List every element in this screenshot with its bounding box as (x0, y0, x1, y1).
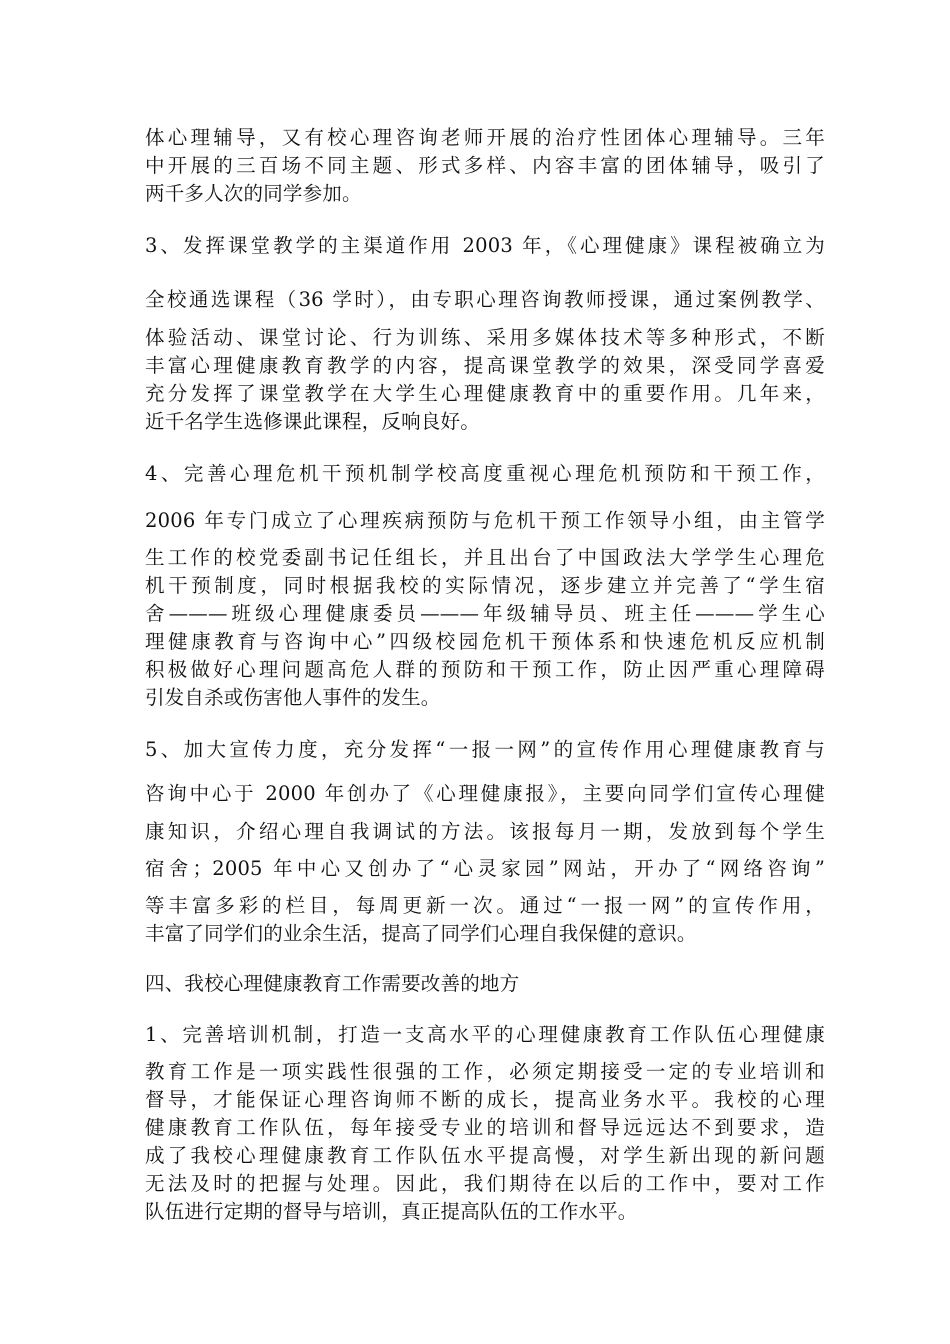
section-heading: 1、完善培训机制，打造一支高水平的心理健康教育工作队伍心理健康 (145, 1023, 825, 1046)
text-line: 机干预制度，同时根据我校的实际情况，逐步建立并完善了“学生宿 (145, 574, 825, 597)
text-line: 理健康教育与咨询中心”四级校园危机干预体系和快速危机反应机制 (145, 630, 825, 653)
text-line: 康知识，介绍心理自我调试的方法。该报每月一期，发放到每个学生 (145, 820, 825, 843)
text-line: 舍———班级心理健康委员———年级辅导员、班主任———学生心 (145, 602, 825, 625)
text-line: 引发自杀或伤害他人事件的发生。 (145, 686, 441, 709)
text-line: 等丰富多彩的栏目，每周更新一次。通过“一报一网”的宣传作用， (145, 894, 825, 917)
text-line: 近千名学生选修课此课程，反响良好。 (145, 410, 480, 433)
section-heading: 4、完善心理危机干预机制学校高度重视心理危机预防和干预工作， (145, 462, 825, 485)
chapter-heading: 四、我校心理健康教育工作需要改善的地方 (145, 972, 520, 995)
text-line: 丰富心理健康教育教学的内容，提高课堂教学的效果，深受同学喜爱 (145, 354, 825, 377)
text-line: 丰富了同学们的业余生活，提高了同学们心理自我保健的意识。 (145, 922, 697, 945)
text-line: 咨询中心于 2000 年创办了《心理健康报》，主要向同学们宣传心理健 (145, 782, 825, 805)
text-line: 生工作的校党委副书记任组长，并且出台了中国政法大学学生心理危 (145, 546, 825, 569)
text-line: 成了我校心理健康教育工作队伍水平提高慢，对学生新出现的新问题 (145, 1144, 825, 1167)
text-line: 队伍进行定期的督导与培训，真正提高队伍的工作水平。 (145, 1200, 638, 1223)
text-line: 体验活动、课堂讨论、行为训练、采用多媒体技术等多种形式，不断 (145, 326, 825, 349)
text-line: 宿舍；2005 年中心又创办了“心灵家园”网站，开办了“网络咨询” (145, 857, 825, 880)
text-line: 中开展的三百场不同主题、形式多样、内容丰富的团体辅导，吸引了 (145, 154, 825, 177)
text-line: 无法及时的把握与处理。因此，我们期待在以后的工作中，要对工作 (145, 1172, 825, 1195)
text-line: 督导，才能保证心理咨询师不断的成长，提高业务水平。我校的心理 (145, 1088, 825, 1111)
text-line: 充分发挥了课堂教学在大学生心理健康教育中的重要作用。几年来， (145, 382, 825, 405)
text-line: 两千多人次的同学参加。 (145, 182, 362, 205)
text-line: 全校通选课程（36 学时），由专职心理咨询教师授课，通过案例教学、 (145, 288, 825, 311)
text-line: 2006 年专门成立了心理疾病预防与危机干预工作领导小组，由主管学 (145, 509, 825, 532)
text-line: 健康教育工作队伍，每年接受专业的培训和督导远远达不到要求，造 (145, 1116, 825, 1139)
section-heading: 5、加大宣传力度，充分发挥“一报一网”的宣传作用心理健康教育与 (145, 738, 825, 761)
text-line: 积极做好心理问题高危人群的预防和干预工作，防止因严重心理障碍 (145, 658, 825, 681)
text-line: 体心理辅导，又有校心理咨询老师开展的治疗性团体心理辅导。三年 (145, 126, 825, 149)
text-line: 教育工作是一项实践性很强的工作，必须定期接受一定的专业培训和 (145, 1060, 825, 1083)
section-heading: 3、发挥课堂教学的主渠道作用 2003 年，《心理健康》课程被确立为 (145, 234, 825, 257)
